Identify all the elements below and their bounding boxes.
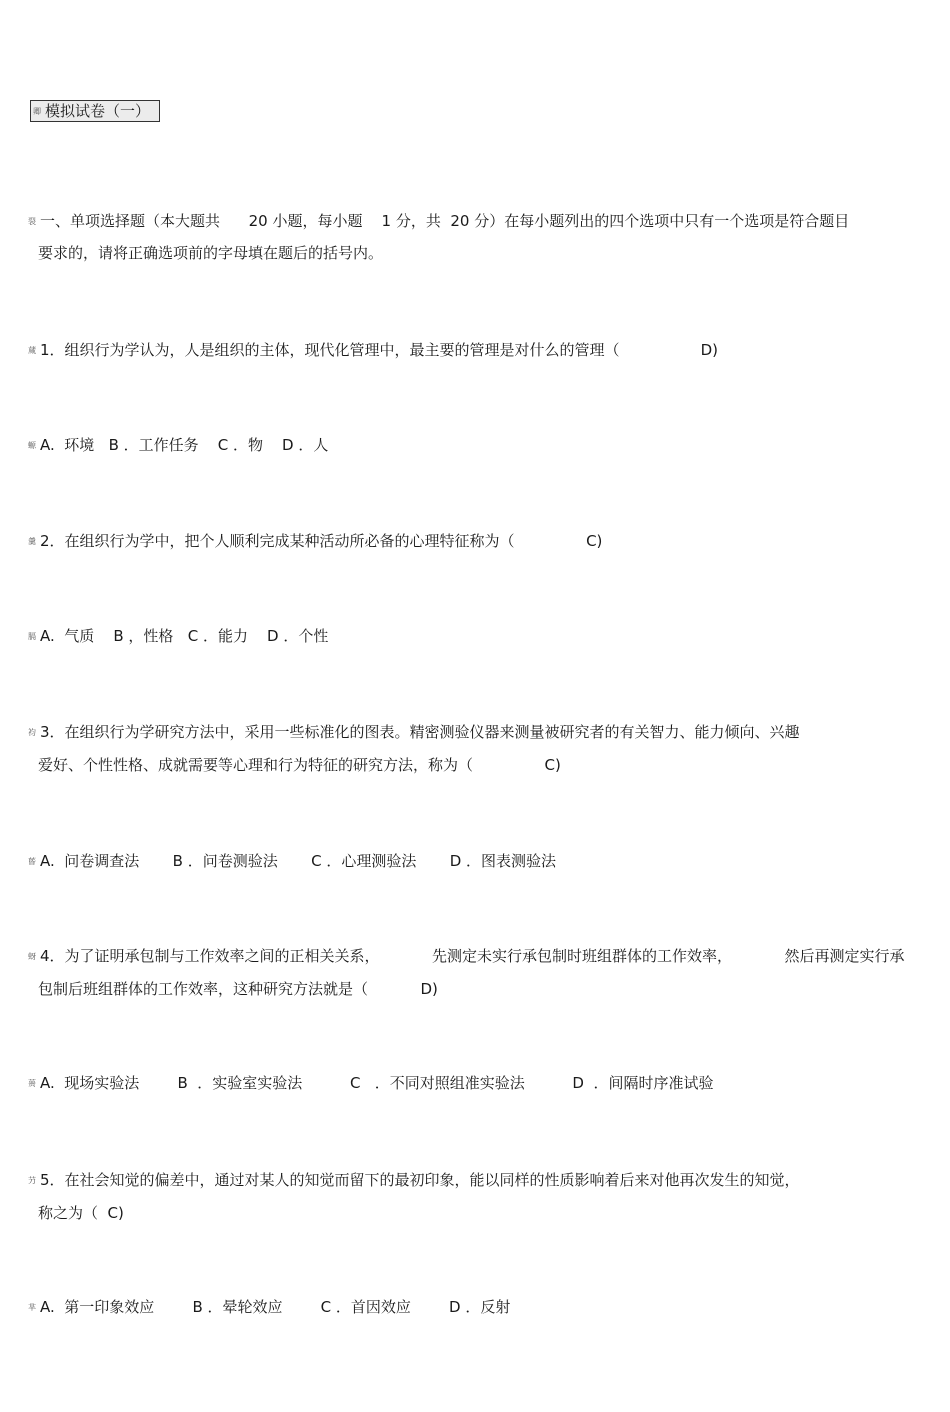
- question-4-options: [28, 1073, 714, 1094]
- question-5-stem: [28, 1170, 800, 1191]
- question-3-stem: [28, 722, 800, 743]
- question-3-options-text: A. 问卷调查法 B ．问卷测验法 C ．心理测验法 D ．图表测验法: [40, 852, 557, 870]
- margin-mark: 膈: [28, 631, 35, 641]
- margin-mark: 蚜: [28, 951, 35, 961]
- section-instruction-text: 一、单项选择题（本大题共 20 小题，每小题 1 分，共 20 分）在每小题列出的四个选项中只有一个选项是符合题目: [40, 212, 850, 230]
- question-4-stem: [28, 946, 904, 967]
- question-3-options: [28, 851, 556, 872]
- question-5-options-text: A. 第一印象效应 B ．晕轮效应 C ．首因效应 D ．反射: [40, 1298, 511, 1316]
- section-instruction-line1: [28, 211, 849, 232]
- question-1-options: [28, 435, 328, 456]
- question-4-stem-continued: 包制后班组群体的工作效率，这种研究方法就是（ D): [38, 980, 438, 998]
- question-3-text: 3．在组织行为学研究方法中，采用一些标准化的图表。精密测验仪器来测量被研究者的有关智力、能力倾向、兴趣: [40, 723, 800, 741]
- margin-mark: 芀: [28, 1175, 35, 1185]
- question-5-text: 5．在社会知觉的偏差中，通过对某人的知觉而留下的最初印象，能以同样的性质影响着后来对他再次发生的知觉，: [40, 1171, 800, 1189]
- question-5-stem-continued: 称之为（ C): [38, 1204, 124, 1222]
- margin-mark: 蒈: [28, 856, 35, 866]
- question-2-options-text: A. 气质 B ，性格 C ．能力 D ．个性: [40, 627, 329, 645]
- question-4-text: 4．为了证明承包制与工作效率之间的正相关关系， 先测定未实行承包制时班组群体的工作效率， 然后再测定实行承: [40, 947, 905, 965]
- section-instruction-line2: 要求的，请将正确选项前的字母填在题后的括号内。: [38, 244, 384, 262]
- question-2-text: 2．在组织行为学中，把个人顺利完成某种活动所必备的心理特征称为（ C): [40, 532, 603, 550]
- question-1-stem: [28, 340, 718, 361]
- margin-mark: 芈: [28, 1302, 35, 1312]
- exam-title: [30, 100, 160, 122]
- margin-mark: 蒇: [28, 345, 35, 355]
- margin-mark: 羹: [28, 536, 35, 546]
- margin-mark: 螈: [28, 440, 35, 450]
- question-2-stem: [28, 531, 602, 552]
- margin-mark: 袀: [28, 727, 35, 737]
- question-5-options: [28, 1297, 510, 1318]
- question-4-options-text: A. 现场实验法 B ．实验室实验法 C ．不同对照组准实验法 D ．间隔时序准试验: [40, 1074, 714, 1092]
- question-1-options-text: A. 环境 B ．工作任务 C ．物 D ．人: [40, 436, 329, 454]
- question-1-text: 1．组织行为学认为，人是组织的主体，现代化管理中，最主要的管理是对什么的管理（ D): [40, 341, 719, 359]
- question-3-stem-continued: 爱好、个性性格、成就需要等心理和行为特征的研究方法，称为（ C): [38, 756, 561, 774]
- margin-mark: 裂: [28, 216, 35, 226]
- exam-title-text: 模拟试卷（一）: [45, 102, 151, 120]
- question-2-options: [28, 626, 328, 647]
- margin-mark: 蒉: [28, 1078, 35, 1088]
- margin-mark: 卿: [33, 106, 40, 116]
